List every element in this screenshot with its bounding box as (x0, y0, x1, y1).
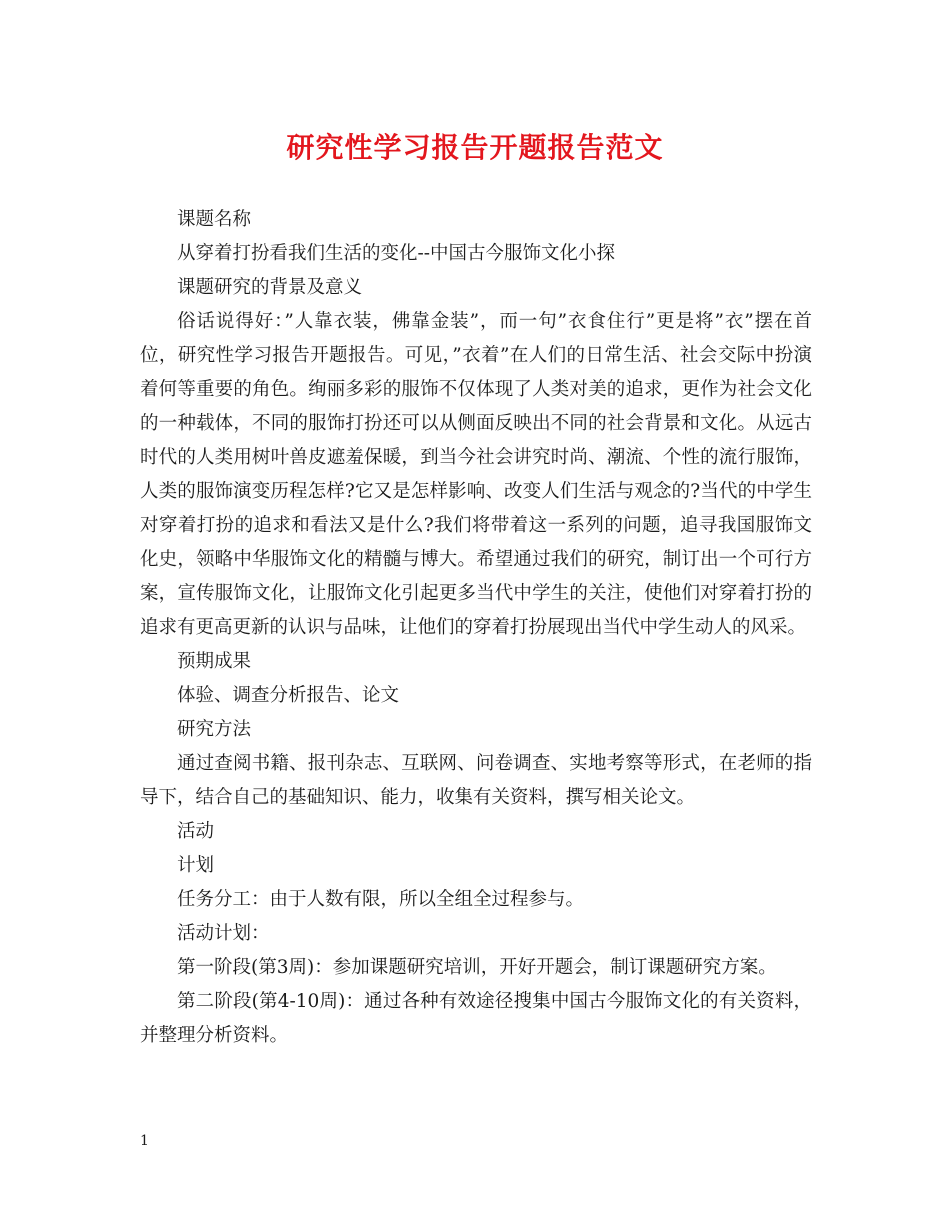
paragraph-task-division: 任务分工：由于人数有限，所以全组全过程参与。 (177, 889, 585, 910)
paragraph-background-body: 俗话说得好：”人靠衣装，佛靠金装”，而一句”衣食住行”更是将”衣”摆在首位，研究性学习报告开题报告。可见，”衣着”在人们的日常生活、社会交际中扮演着何等重要的角色。绚丽多彩的服饰不仅体现了人类对美的追求，更作为社会文化的一种载体，不同的服饰打扮还可以从侧面反映出不同的社会背景和文化。从远古时代的人类用树叶兽皮遮羞保暖，到当今社会讲究时尚、潮流、个性的流行服饰，人类的服饰演变历程怎样?它又是怎样影响、改变人们生活与观念的?当代的中学生对穿着打扮的追求和看法又是什么?我们将带着这一系列的问题，追寻我国服饰文化史，领略中华服饰文化的精髓与博大。希望通过我们的研究，制订出一个可行方案，宣传服饰文化，让服饰文化引起更多当代中学生的关注，使他们对穿着打扮的追求有更高更新的认识与品味，让他们的穿着打扮展现出当代中学生动人的风采。 (140, 311, 812, 638)
paragraph-topic-heading: 课题名称 (177, 209, 252, 230)
paragraph-stage-one: 第一阶段(第3周)：参加课题研究培训，开好开题会，制订课题研究方案。 (177, 957, 777, 978)
page-number: 1 (140, 1133, 149, 1149)
document-body (140, 203, 812, 1053)
paragraph-topic-name: 从穿着打扮看我们生活的变化--中国古今服饰文化小探 (177, 243, 616, 264)
paragraph-activity-plan: 活动计划： (177, 923, 270, 944)
paragraph-results-body: 体验、调查分析报告、论文 (177, 685, 400, 706)
paragraph-stage-two: 第二阶段(第4-10周)：通过各种有效途径搜集中国古今服饰文化的有关资料，并整理分析资料。 (140, 991, 812, 1046)
document-title: 研究性学习报告开题报告范文 (286, 131, 664, 164)
paragraph-results-heading: 预期成果 (177, 651, 252, 672)
paragraph-method-body: 通过查阅书籍、报刊杂志、互联网、问卷调查、实地考察等形式，在老师的指导下，结合自己的基础知识、能力，收集有关资料，撰写相关论文。 (140, 753, 812, 808)
paragraph-plan-heading: 计划 (177, 855, 215, 876)
paragraph-background-heading: 课题研究的背景及意义 (177, 277, 363, 298)
paragraph-activity-heading: 活动 (177, 821, 215, 842)
paragraph-method-heading: 研究方法 (177, 719, 252, 740)
